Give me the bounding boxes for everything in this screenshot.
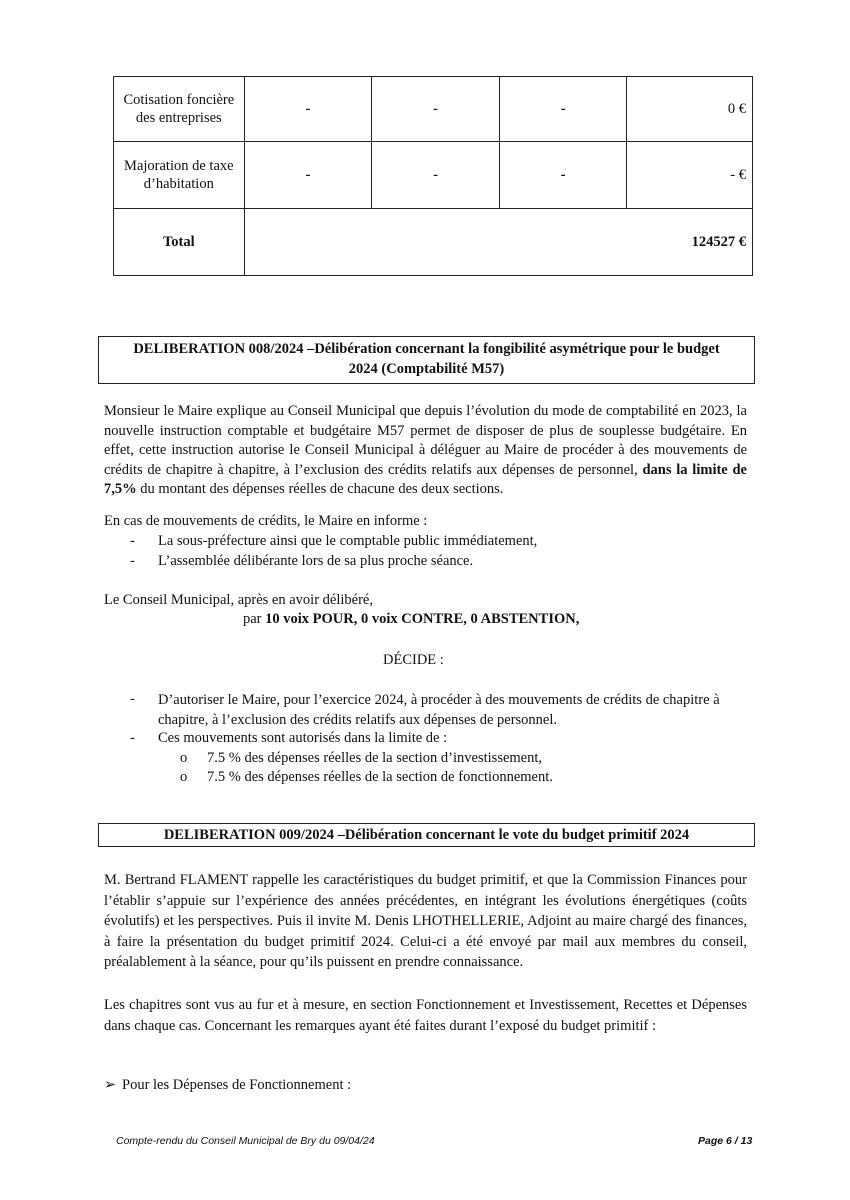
council-text: Le Conseil Municipal, après en avoir délibéré, — [104, 592, 373, 608]
total-amount: 124527 € — [627, 209, 753, 276]
delib-009-para1: M. Bertrand FLAMENT rappelle les caractéristiques du budget primitif, et que la Commission Finances pour l’établir s’appuie sur l’expérience des années précédentes, en intégrant les évolutions énergétiques (coûts évolutifs) et les perspectives. Puis il invite M. Denis LHOTHELLERIE, Adjoint au maire chargé des finances, à faire la présentation du budget primitif 2024. Celui-ci a été envoyé par mail aux membres du conseil, préalablement à la séance, pour qu’ils puissent en prendre connaissance. — [104, 872, 747, 970]
delib-008-title-line2: 2024 (Comptabilité M57) — [348, 361, 505, 377]
list-dash: - — [130, 533, 135, 549]
sub-item: 7.5 % des dépenses réelles de la section d’investissement, — [207, 750, 543, 766]
delib-008-intro: Monsieur le Maire explique au Conseil Municipal que depuis l’évolution du mode de comptabilité en 2023, la nouvelle instruction comptable et budgétaire M57 permet de disposer de plus de souplesse budgétaire. En effet, cette instruction autorise le Conseil Municipal à déléguer au Maire de procéder à des mouvements de crédits de chapitre à chapitre, à l’exclusion des crédits relatifs aux dépenses de personnel, dans la limite de 7,5% du montant des dépenses réelles de chacune des deux sections. — [104, 403, 747, 497]
amount-cell: - € — [627, 142, 753, 209]
table-cell: - — [244, 142, 372, 209]
list-item: L’assemblée délibérante lors de sa plus proche séance. — [158, 553, 474, 569]
footer-left: Compte-rendu du Conseil Municipal de Bry du 09/04/24 — [116, 1135, 375, 1147]
table-cell: - — [372, 77, 500, 142]
row-label: Majoration de taxe d’habitation — [114, 142, 245, 209]
table-cell: - — [372, 142, 500, 209]
inform-intro: En cas de mouvements de crédits, le Maire en informe : — [104, 513, 428, 529]
vote-line: par 10 voix POUR, 0 voix CONTRE, 0 ABSTENTION, — [243, 611, 580, 627]
decision-1: D’autoriser le Maire, pour l’exercice 2024, à procéder à des mouvements de crédits de chapitre à chapitre, à l’exclusion des crédits relatifs aux dépenses de personnel. — [158, 692, 720, 728]
table-cell: - — [499, 77, 627, 142]
amount-cell: 0 € — [627, 77, 753, 142]
delib-008-title-line1: DELIBERATION 008/2024 –Délibération concernant la fongibilité asymétrique pour le budget — [133, 341, 720, 357]
page-number: Page 6 / 13 — [698, 1135, 753, 1147]
arrow-item: Pour les Dépenses de Fonctionnement : — [122, 1077, 352, 1093]
list-dash: - — [130, 691, 135, 707]
delib-009-para2: Les chapitres sont vus au fur et à mesure, en section Fonctionnement et Investissement, Recettes et Dépenses dans chaque cas. Concernant les remarques ayant été faites durant l’exposé du budget primitif : — [104, 997, 747, 1034]
table-row — [114, 142, 753, 209]
table-row — [114, 77, 753, 142]
table-cell: - — [499, 142, 627, 209]
arrow-bullet-icon: ➢ — [104, 1077, 117, 1093]
tax-table — [113, 76, 753, 276]
decision-2: Ces mouvements sont autorisés dans la limite de : — [158, 730, 448, 746]
list-bullet-o: o — [180, 769, 188, 785]
list-dash: - — [130, 553, 135, 569]
delib-008-title-box — [98, 336, 755, 384]
total-label: Total — [114, 209, 245, 276]
sub-item: 7.5 % des dépenses réelles de la section de fonctionnement. — [207, 769, 553, 785]
delib-009-title: DELIBERATION 009/2024 –Délibération concernant le vote du budget primitif 2024 — [163, 827, 690, 843]
table-cell-empty — [244, 209, 627, 276]
table-cell: - — [244, 77, 372, 142]
decide-heading: DÉCIDE : — [383, 652, 444, 668]
list-bullet-o: o — [180, 750, 188, 766]
list-dash: - — [130, 730, 135, 746]
row-label: Cotisation foncière des entreprises — [114, 77, 245, 142]
list-item: La sous-préfecture ainsi que le comptable public immédiatement, — [158, 533, 538, 549]
table-row-total — [114, 209, 753, 276]
delib-009-title-box — [98, 823, 755, 847]
